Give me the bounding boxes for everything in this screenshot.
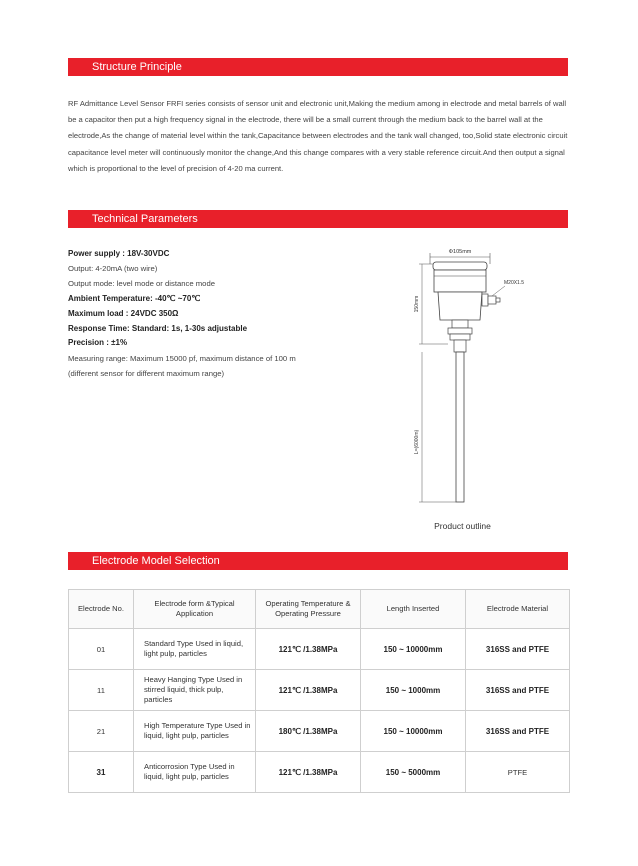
cell-length: 150 ~ 10000mm [361,711,466,752]
electrode-rod [456,352,464,502]
cell-length: 150 ~ 1000mm [361,670,466,711]
param-maximum-load: Maximum load : 24VDC 350Ω [68,308,179,318]
section-header-structure-principle: Structure Principle [68,58,568,76]
cell-material: PTFE [466,752,570,793]
dim-rod-label: L=(6000m) [414,429,420,455]
header-electrode-no: Electrode No. [69,590,134,629]
product-outline-caption: Product outline [434,521,491,531]
cell-length: 150 ~ 5000mm [361,752,466,793]
header-electrode-material: Electrode Material [466,590,570,629]
param-ambient-temperature: Ambient Temperature: -40℃ ~70℃ [68,293,201,303]
technical-parameters-list [68,247,308,381]
section-header-electrode-model-selection: Electrode Model Selection [68,552,568,570]
cell-temperature: 180℃ /1.38MPa [256,711,361,752]
cell-electrode-form: High Temperature Type Used in liquid, light pulp, particles [134,711,256,752]
cell-electrode-form: Anticorrosion Type Used in liquid, light pulp, particles [134,752,256,793]
cable-gland [482,294,488,306]
section-header-technical-parameters: Technical Parameters [68,210,568,228]
structure-principle-text: RF Admittance Level Sensor FRFI series consists of sensor unit and electronic unit,Making the medium among in electrode and metal barrels of wall be a capacitor then put a high frequency signal in the electrode, there will be a small current through the medium back to the barrel wall at the electrode,As the change of material level within the tank,Capacitance between electrodes and the tank wall changed, too,Solid state electronic circuit capacitance level meter will continuously monitor the change,And this change compares with a very stable reference circuit.And then output a signal which is proportional to the level of precision of 4-20 ma current. [68,99,568,173]
table-row [69,752,570,793]
param-measuring-range: Measuring range: Maximum 15000 pf, maximum distance of 100 m (different sensor for different maximum range) [68,354,296,379]
header-length-inserted: Length Inserted [361,590,466,629]
cell-electrode-no: 11 [69,670,134,711]
product-outline-drawing [400,242,525,517]
param-response-time: Response Time: Standard: 1s, 1-30s adjustable [68,323,248,333]
dim-head-label: 150mm [414,295,420,313]
param-output: Output: 4-20mA (two wire) [68,263,158,273]
sensor-cap [433,262,487,270]
sensor-housing [438,292,482,320]
table-row [69,629,570,670]
header-electrode-form: Electrode form &Typical Application [134,590,256,629]
thread-label: M20X1.5 [504,280,525,286]
table-row [69,670,570,711]
cell-material: 316SS and PTFE [466,629,570,670]
dim-top-label: Φ105mm [448,249,472,255]
cell-length: 150 ~ 10000mm [361,629,466,670]
param-power-supply: Power supply : 18V-30VDC [68,249,170,258]
cell-temperature: 121℃ /1.38MPa [256,629,361,670]
table-row [69,711,570,752]
cell-electrode-no: 31 [69,752,134,793]
cell-material: 316SS and PTFE [466,670,570,711]
cell-material: 316SS and PTFE [466,711,570,752]
sensor-neck [452,320,468,328]
cell-electrode-form: Heavy Hanging Type Used in stirred liquid, thick pulp, particles [134,670,256,711]
table-header-row [69,590,570,629]
param-precision: Precision : ±1% [68,338,128,348]
cell-electrode-no: 01 [69,629,134,670]
sensor-head [434,270,486,292]
electrode-model-table [68,589,570,793]
header-operating-temperature: Operating Temperature & Operating Pressure [256,590,361,629]
param-output-mode: Output mode: level mode or distance mode [68,278,215,288]
cell-electrode-form: Standard Type Used in liquid, light pulp, particles [134,629,256,670]
cell-temperature: 121℃ /1.38MPa [256,752,361,793]
cell-temperature: 121℃ /1.38MPa [256,670,361,711]
cell-electrode-no: 21 [69,711,134,752]
